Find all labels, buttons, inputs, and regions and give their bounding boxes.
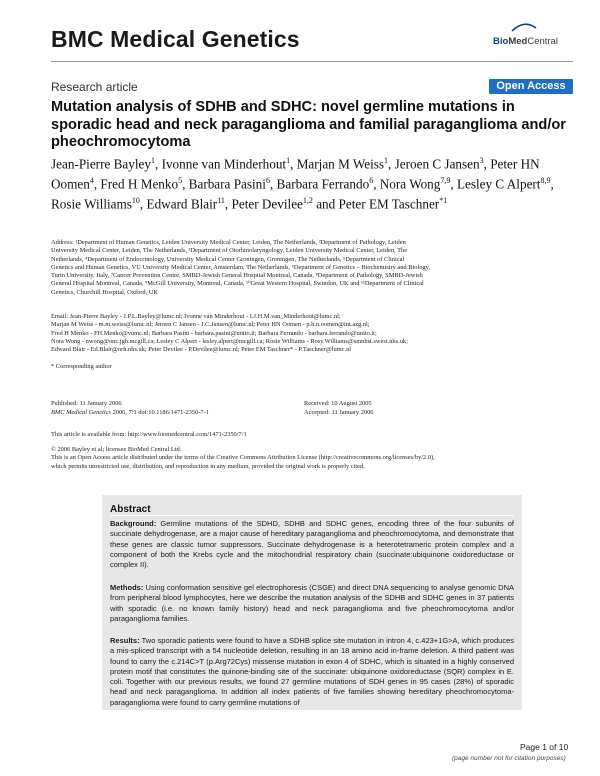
author-name: Edward Blair [146,196,218,212]
author-affiliation-mark: 10 [131,196,140,206]
logo-swoosh-icon [511,22,537,32]
author-name: Ivonne van Minderhout [161,156,287,172]
email-line[interactable]: Edward Blair - Ed.Blair@orh.nhs.uk; Peter Devilee - P.Devilee@lumc.nl; Peter EM Taschner* - P.Taschner@lumc.nl [51,346,352,354]
author-affiliation-mark: 5 [178,176,183,186]
author-name: Rosie Williams [51,196,132,212]
author-name: Barbara Ferrando [276,176,370,192]
author-name: Fred H Menko [100,176,179,192]
license-line: which permits unrestricted use, distribution, and reproduction in any medium, provided the original work is properly cited. [51,462,365,470]
author-affiliation-mark: 1 [384,156,389,165]
copyright-notice [51,446,571,471]
copyright-line: © 2006 Bayley et al; licensee BioMed Central Ltd. [51,446,182,453]
methods-label: Methods: [110,583,144,592]
address-line: Genetics, Churchill Hospital, Oxford, UK [51,288,159,296]
author-name: Peter Devilee [231,196,303,212]
citation [51,409,291,418]
author-name: Peter HN Oomen [51,156,540,192]
email-line[interactable]: Marjan M Weiss - m.m.weiss@lumc.nl; Jeroen C Jansen - J.C.Jansen@lumc.nl; Peter HN Oomen - p.h.n.oomen@int.azg.nl; [51,321,370,329]
author-affiliation-mark: 3 [479,156,484,165]
corresponding-author-note: * Corresponding author [51,363,112,370]
results-label: Results: [110,636,140,645]
author-affiliation-mark: *1 [439,196,448,206]
availability-link[interactable]: This article is available from: http://www.biomedcentral.com/1471-2350/7/1 [51,431,247,438]
email-line[interactable]: Fred H Menko - FH.Menko@vumc.nl; Barbara Pasini - barbara.pasini@unito.it; Barbara Ferrando - barbara.ferrando@unito.it; [51,329,377,337]
author-affiliation-mark: 1 [286,156,291,165]
published-date: Published: 11 January 2006 [51,400,122,407]
author-emails [51,313,571,354]
address-line: University Medical Center, Leiden, The Netherlands, ³Department of Otorhinolaryngology, Leiden University Medical Center, Leiden, The [51,247,408,255]
abstract-background [110,519,514,570]
article-title: Mutation analysis of SDHB and SDHC: novel germline mutations in sporadic head and neck paraganglioma and familial paraganglioma and/or pheochromocytoma [51,99,566,150]
address-line: Genetics and Human Genetics, VU University Medical Center, Amsterdam, The Netherlands, ⁶Department of Genetics – Biochemistry and Biology, [51,263,430,271]
citation-journal: BMC Medical Genetics [51,408,111,416]
author-affiliation-mark: 6 [265,176,270,186]
email-line[interactable]: Nora Wong - nwong@onc.jgh.mcgill.ca; Lesley C Alpert - lesley.alpert@mcgill.ca; Rosie Williams - Rosy.Williams@smnhst.swest.nhs.uk; [51,337,408,345]
address-line: Turin University, Italy, ⁷Cancer Prevention Centre, SMBD-Jewish General Hospital Montreal, Canada, ⁸Department of Pathology, SMBD-Jewish [51,272,423,280]
citation-details: 2006, 7:1 doi:10.1186/1471-2350-7-1 [110,408,209,416]
background-label: Background: [110,519,157,528]
page-number: Page 1 of 10 [520,742,569,752]
author-affiliation-mark: 8,9 [540,176,551,186]
header-rule [51,61,573,62]
email-line[interactable]: Email: Jean-Pierre Bayley - J.P.L.Bayley@lumc.nl; Ivonne van Minderhout - I.J.H.M.van_Minderhout@lumc.nl; [51,313,341,320]
address-line: Netherlands, ⁴Department of Endocrinology, University Medical Center Groningen, Groningen, The Netherlands, ⁵Department of Clinical [51,255,405,263]
review-dates [304,400,504,417]
article-type: Research article [51,80,138,94]
author-affiliation-mark: 6 [369,176,374,186]
results-text: Two sporadic patients were found to have a SDHB splice site mutation in intron 4, c.423+1G>A, which produces a mis-spliced transcript with a 54 nucleotide deletion, resulting in an 18 amino acid in-frame deletion. A third patient was found to carry the c.214C>T (p.Arg72Cys) missense mutation in exon 4 of SDHC, which is situated in a highly conserved protein motif that constitutes the quinone-binding site of the succinate: ubiquinone oxidoreductase (SQR) complex in E. coli. Together with our previous results, we found 27 germline mutations of SDH genes in 95 cases (28%) of sporadic head and neck paraganglioma. In addition all index patients of five families showing hereditary pheochromocytoma-paraganglioma were found to carry germline mutations of [110,636,514,707]
biomed-central-logo[interactable] [493,31,573,51]
author-name: Jeroen C Jansen [394,156,480,172]
logo-med: Med [508,36,528,47]
author-affiliation-mark: 1,2 [302,196,313,206]
publication-info [51,400,291,417]
abstract-rule [110,515,514,516]
author-name: Marjan M Weiss [296,156,385,172]
author-name: Jean-Pierre Bayley [51,156,151,172]
author-affiliation-mark: 11 [217,196,225,206]
accepted-date: Accepted: 11 January 2006 [304,408,374,416]
author-name: Barbara Pasini [188,176,266,192]
methods-text: Using conformation sensitive gel electrophoresis (CSGE) and direct DNA sequencing to analyse genomic DNA from peripheral blood lymphocytes, here we describe the mutation analysis of the SDHB and SDHC genes in 37 patients with sporadic (i.e. no known family history) head and neck paraganglioma and five pheochromocytoma and/or paraganglioma families. [110,583,514,623]
author-name: Peter EM Taschner [338,196,440,212]
address-line: Address: ¹Department of Human Genetics, Leiden University Medical Center, Leiden, The Netherlands, ²Department of Pathology, Leiden [51,239,406,246]
address-line: General Hospital Montreal, Canada, ⁹McGill University, Montreal, Canada, ¹⁰Great Western Hospital, Swindon, UK and ¹¹Department of Clinical [51,280,424,288]
affiliations [51,239,571,297]
page-note: (page number not for citation purposes) [452,755,566,762]
license-line[interactable]: This is an Open Access article distributed under the terms of the Creative Commons Attribution License (http://creativecommons.org/licenses/by/2.0), [51,454,435,462]
received-date: Received: 10 August 2005 [304,400,372,407]
author-name: Lesley C Alpert [456,176,541,192]
abstract-methods [110,583,514,624]
logo-bio: Bio [493,36,509,47]
author-affiliation-mark: 7,9 [440,176,451,186]
author-list: Jean-Pierre Bayley$^1$, Ivonne van Minderhout$^1$, Marjan M Weiss$^1$, Jeroen C Jansen$^3$, Peter HN Oomen$^4$, Fred H Menko$^5$, Barbara Pasini$^6$, Barbara Ferrando$^6$, Nora Wong$^{7,9}$, Lesley C Alpert$^{8,9}$, Rosie Williams$^{10}$, Edward Blair$^{11}$, Peter Devilee$^{1,2}$ and Peter EM Taschner$^{*1}$ [51,156,554,212]
author-affiliation-mark: 4 [89,176,94,186]
author-name: Nora Wong [379,176,441,192]
abstract-heading: Abstract [110,504,151,515]
journal-title: BMC Medical Genetics [51,26,300,52]
author-affiliation-mark: 1 [150,156,155,165]
background-text: Germline mutations of the SDHD, SDHB and SDHC genes, encoding three of the four subunits of succinate dehydrogenase, are a major cause of hereditary paraganglioma and pheochromocytoma, and demonstrate that these genes are classic tumor suppressors. Succinate dehydrogenase is a heterotetrameric protein complex and a component of both the Krebs cycle and the mitochondrial respiratory chain (succinate:ubiquinone oxidoreductase or complex II). [110,519,514,570]
abstract-results [110,636,514,708]
open-access-badge: Open Access [489,79,573,94]
logo-central: Central [527,36,558,47]
